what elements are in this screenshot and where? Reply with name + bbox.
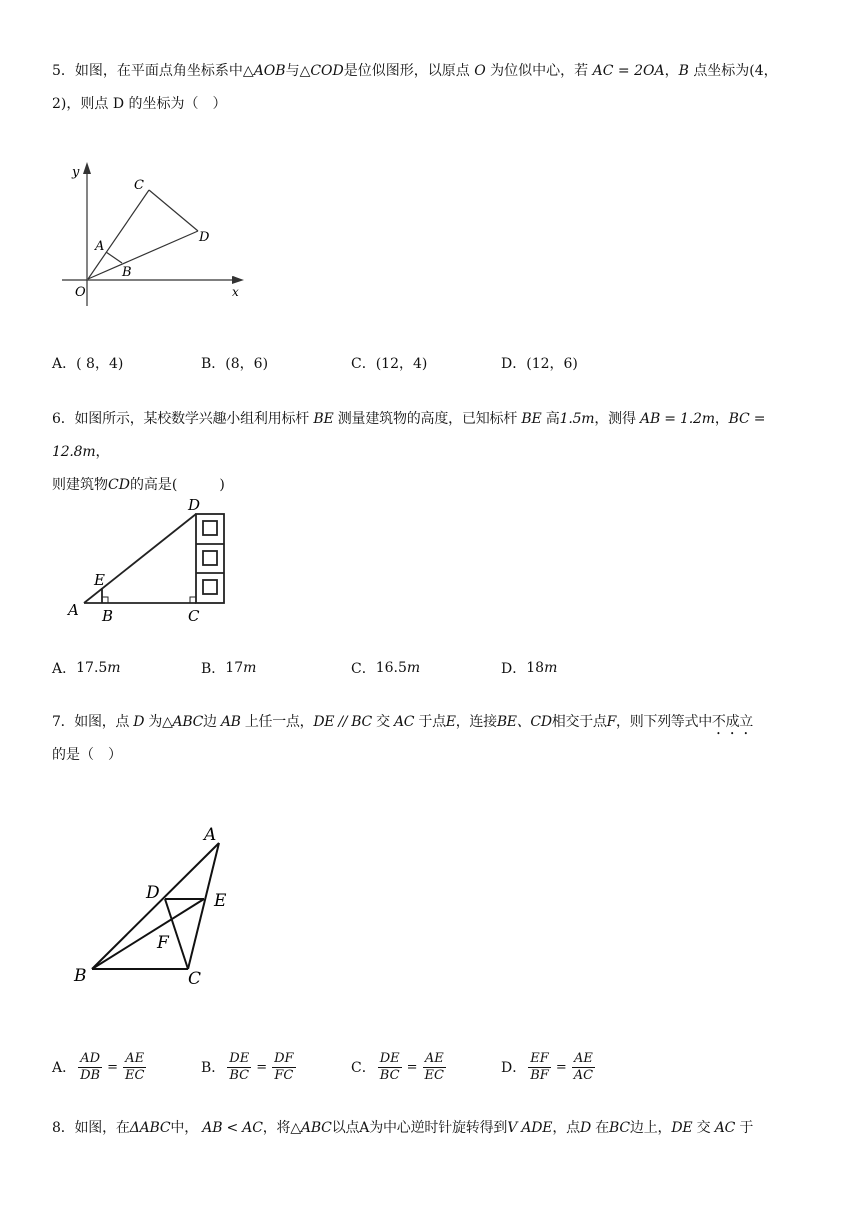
q6-figure — [62, 490, 262, 634]
q7-options — [52, 1047, 820, 1087]
q8-line-1: 8．如图，在ΔABC中， AB < AC，将△ABC以点A为中心逆时针旋转得到V ADE，点D 在BC边上，DE 交 AC 于 — [52, 1120, 754, 1136]
fraction: $\frac{EF}{BF}$ — [530, 1050, 549, 1083]
y-axis-label: y — [72, 165, 80, 180]
fraction: $\frac{AE}{AC}$ — [573, 1050, 594, 1083]
q5-option-c[interactable]: C． (12，4) — [351, 356, 428, 372]
q7-option-b[interactable]: B． $\frac{DE}{BC}$ = $\frac{DF}{FC}$ — [201, 1050, 294, 1083]
point-c-label: C — [188, 969, 202, 989]
q6-line-1: 6．如图所示，某校数学兴趣小组利用标杆 BE 测量建筑物的高度，已知标杆 BE 高1.5m，测得 AB = 1.2m，BC = 12.8m， — [52, 411, 766, 460]
q6-options — [52, 648, 820, 688]
question-8 — [52, 1112, 820, 1145]
q7-option-c[interactable]: C． $\frac{DE}{BC}$ = $\frac{AE}{EC}$ — [351, 1050, 444, 1083]
point-a-label: A — [204, 825, 217, 845]
point-d-label: D — [199, 230, 210, 245]
x-axis-label: x — [232, 285, 239, 299]
q6-option-d[interactable]: D． 18 m — [501, 660, 558, 677]
q7-line-1: 7．如图，点 D 为△ABC边 AB 上任一点，DE // BC 交 AC 于点E，连接BE、CD相交于点F，则下列等式中不成立 — [52, 714, 754, 730]
question-6 — [52, 403, 820, 502]
q6-option-a[interactable]: A． 17.5 m — [52, 660, 121, 677]
q5-line-1: 5．如图，在平面点角坐标系中△AOB与△COD是位似图形，以原点 O 为位似中心，若 AC = 2OA，B 点坐标为(4， — [52, 63, 778, 79]
q5-line-2: 2)，则点 D 的坐标为（ ） — [52, 96, 227, 112]
question-7 — [52, 706, 820, 772]
q5-figure — [58, 158, 258, 312]
fraction: $\frac{DF}{FC}$ — [274, 1050, 294, 1083]
point-d-label: D — [146, 883, 160, 903]
origin-label: O — [75, 285, 86, 300]
q7-option-a[interactable]: A． $\frac{AD}{DB}$ = $\frac{AE}{EC}$ — [52, 1050, 145, 1083]
fraction: $\frac{DE}{BC}$ — [379, 1050, 400, 1083]
fraction: $\frac{AE}{EC}$ — [125, 1050, 145, 1083]
q6-option-c[interactable]: C． 16.5 m — [351, 660, 421, 677]
fraction: $\frac{AE}{EC}$ — [424, 1050, 444, 1083]
point-b-label: B — [102, 607, 114, 625]
q7-option-d[interactable]: D． $\frac{EF}{BF}$ = $\frac{AE}{AC}$ — [501, 1050, 594, 1083]
q5-option-b[interactable]: B． (8，6) — [201, 356, 269, 372]
q7-line-2: 的是（ ） — [52, 747, 122, 763]
point-e-label: E — [94, 571, 105, 589]
q5-options — [52, 343, 820, 383]
point-b-label: B — [74, 966, 87, 986]
point-f-label: F — [157, 933, 169, 953]
point-a-label: A — [95, 239, 105, 254]
q5-option-a[interactable]: A． ( 8，4) — [52, 356, 124, 372]
q6-line-2: 则建筑物CD的高是( ) — [52, 477, 225, 493]
q6-option-b[interactable]: B． 17 m — [201, 660, 257, 677]
point-c-label: C — [134, 178, 144, 193]
fraction: $\frac{DE}{BC}$ — [229, 1050, 250, 1083]
fraction: $\frac{AD}{DB}$ — [80, 1050, 101, 1083]
point-c-label: C — [188, 607, 200, 625]
q5-option-d[interactable]: D． (12，6) — [501, 356, 578, 372]
question-5 — [52, 55, 820, 121]
point-d-label: D — [188, 496, 201, 514]
point-b-label: B — [122, 265, 132, 280]
q7-figure — [68, 818, 248, 997]
point-e-label: E — [214, 891, 227, 911]
point-a-label: A — [68, 601, 79, 619]
